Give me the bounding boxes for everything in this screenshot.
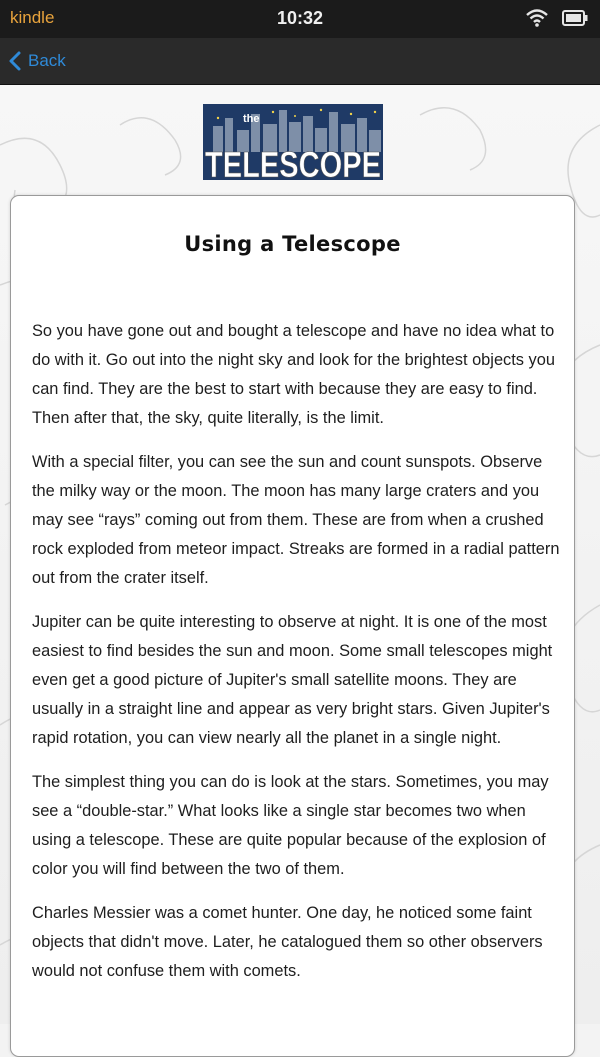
article-card — [10, 195, 575, 1057]
logo-telescope-text: TELESCOPE — [205, 144, 381, 185]
status-clock: 10:32 — [276, 8, 324, 28]
kindle-brand: kindle — [10, 8, 55, 27]
article-paragraph: The simplest thing you can do is look at the stars. Sometimes, you may see a “double-star.” What looks like a single star becomes two when using a telescope. These are quite popular because of the explosion of color you will find between the two of them. — [32, 773, 549, 878]
article-title: Using a Telescope — [184, 232, 401, 256]
back-button[interactable] — [8, 47, 66, 75]
status-bar — [0, 0, 600, 38]
article-paragraph: Charles Messier was a comet hunter. One day, he noticed some faint objects that didn't move. Later, he catalogued them so other observers would not confuse them with comets. — [32, 904, 543, 980]
chevron-left-icon — [8, 51, 22, 71]
battery-icon — [562, 10, 588, 26]
article-paragraph: With a special filter, you can see the sun and count sunspots. Observe the milky way or the moon. The moon has many large craters and you may see “rays” coming out from them. These are from when a crushed rock exploded from meteor impact. Streaks are formed in a radial pattern out from the crater itself. — [32, 453, 560, 587]
article-paragraph: So you have gone out and bought a telescope and have no idea what to do with it. Go out into the night sky and look for the brightest objects you can find. They are the best to start with because they are easy to find. Then after that, the sky, quite literally, is the limit. — [32, 322, 555, 427]
nav-bar — [0, 38, 600, 85]
telescope-logo — [203, 104, 383, 185]
wifi-icon — [526, 8, 548, 28]
article-body — [32, 317, 562, 1001]
article-paragraph: Jupiter can be quite interesting to observe at night. It is one of the most easiest to find besides the sun and moon. Some small telescopes might even get a good picture of Jupiter's small satellite moons. They are usually in a straight line and appear as very bright stars. Given Jupiter's rapid rotation, you can view nearly all the planet in a single night. — [32, 613, 553, 747]
logo-the-text: the — [243, 113, 260, 125]
back-label: Back — [28, 51, 66, 70]
